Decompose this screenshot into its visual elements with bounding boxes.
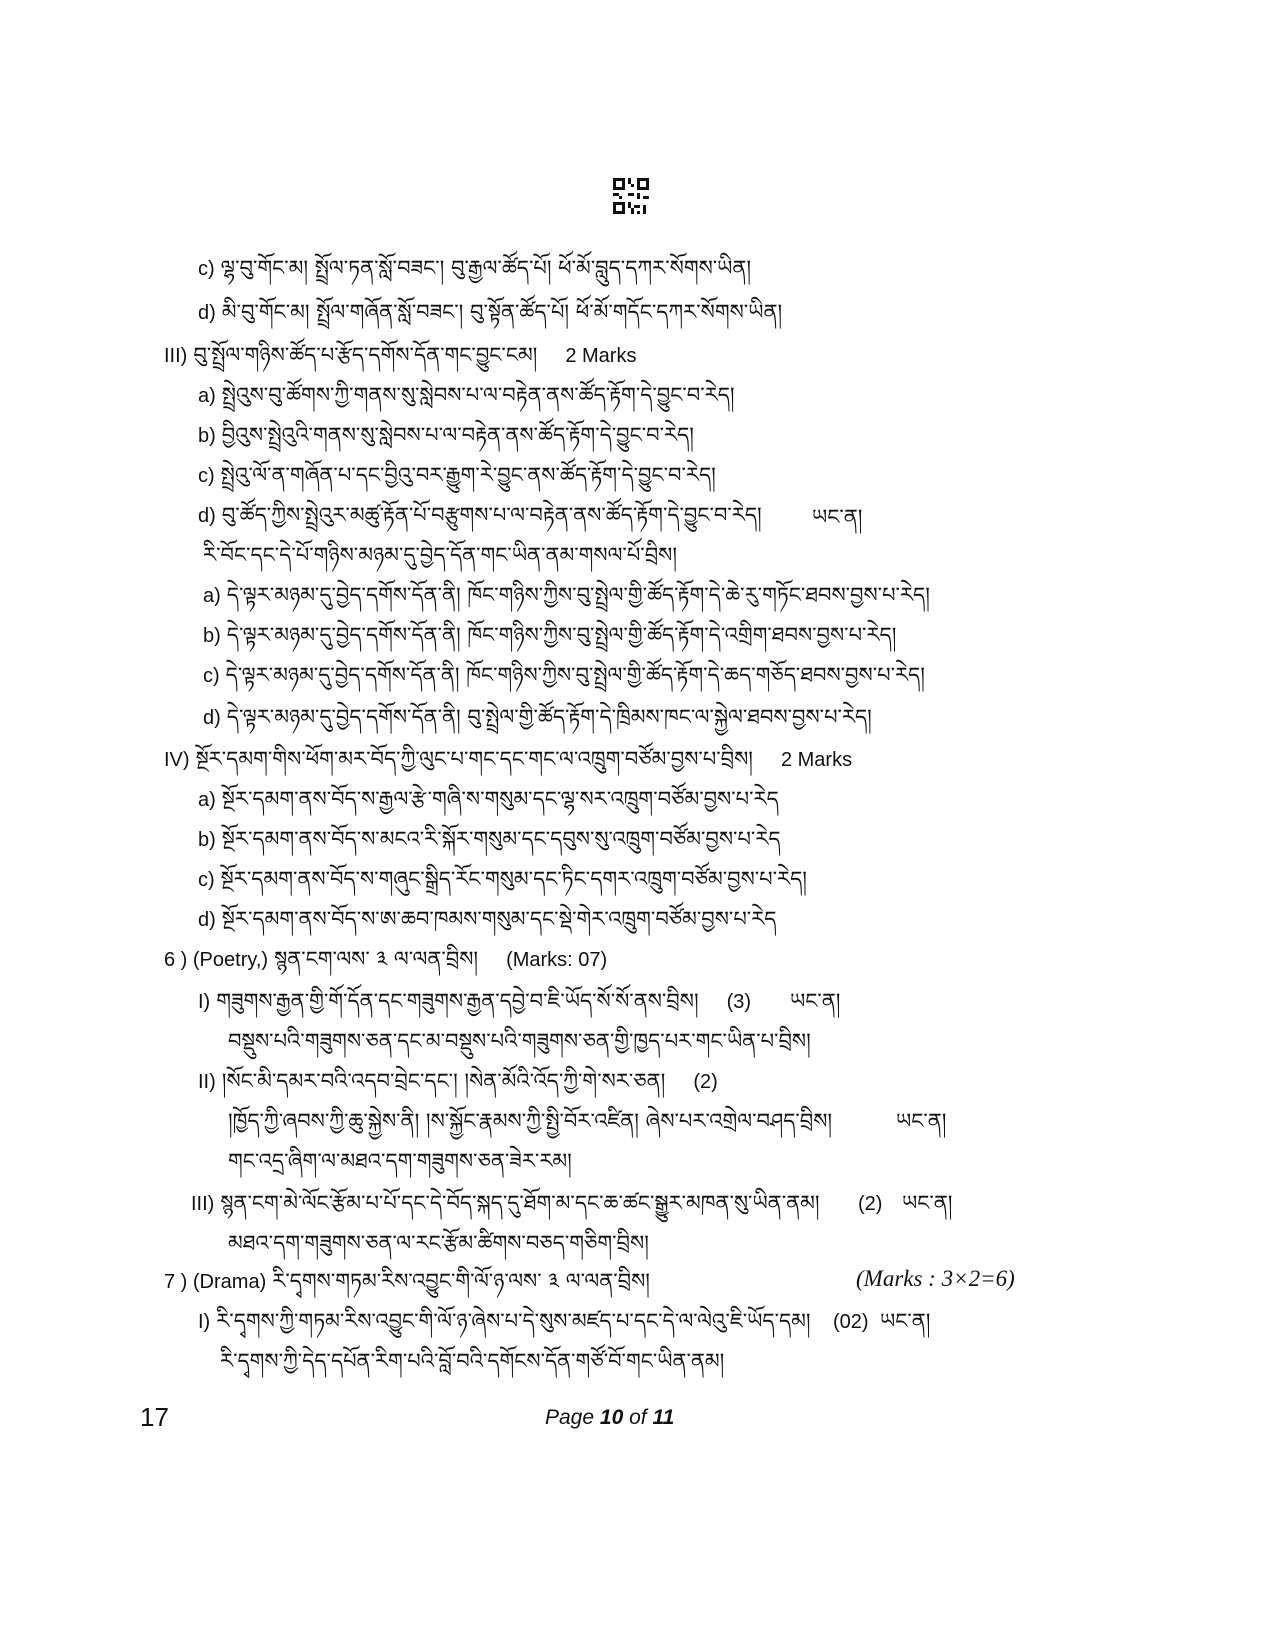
page-number: Page 10 of 11 [545,1406,675,1429]
marks-label: 2 Marks [565,345,637,367]
question-iii: III) བུ་སྤྲོལ་གཉིས་ཚོད་པ་རྩོད་དགོས་དོན་གང་བྱུང་ངམ། 2 Marks [164,343,637,367]
question-7-drama: 7 ) (Drama) རི་དྭགས་གཏམ་རིས་འབྱུང་གི་ལོ་ཉ་ལས་ ༣ ལ་ལན་བྲིས། [164,1269,650,1293]
question-ii: II) །སོང་མི་དམར་བའི་འདབ་བྲེང་དང་། །སེན་མོའི་འོད་ཀྱི་གེ་སར་ཅན། (2) [198,1069,718,1093]
marks-label: (02) [833,1311,869,1333]
answer-option-d: d) སྔོར་དམག་ནས་བོད་ས་ཨ་ཆབ་ཁམས་གསུམ་དང་སྡེ་གེར་འཁྲུག་བཙོམ་བྱས་པ་རེད [198,907,777,931]
paper-code: 17 [140,1402,169,1432]
marks-label: (3) [726,991,752,1013]
verse-line: །ཁྱོད་ཀྱི་ཞབས་ཀྱི་ཆུ་སྐྱེས་ནི། །ས་སྐྱོང་རྣམས་ཀྱི་སྤྱི་བོར་འཛིན། ཞེས་པར་འགྲེལ་བཤད་བྲིས། [228,1109,833,1133]
question-i: I) གཟུགས་རྒྱན་གྱི་གོ་དོན་དང་གཟུགས་རྒྱན་དབྱེ་བ་ཇི་ཡོད་སོ་སོ་ནས་བྲིས། (3) [198,989,752,1013]
question-alt: གང་འདྲ་ཞིག་ལ་མཐའ་དག་གཟུགས་ཅན་ཟེར་རམ། [228,1149,572,1173]
question-alt: རི་དྭགས་ཀྱི་དེད་དཔོན་རིག་པའི་བློ་བའི་དགོངས་དོན་གཙོ་བོ་གང་ཡིན་ནམ། [220,1349,725,1373]
question-6-poetry: 6 ) (Poetry,) སྙན་ངག་ལས་ ༣ ལ་ལན་བྲིས། (Marks: 07) [164,947,608,971]
answer-option-b: b) སྔོར་དམག་ནས་བོད་ས་མངའ་རི་སྐོར་གསུམ་དང་དབུས་སུ་འཁྲུག་བཙོམ་བྱས་པ་རེད [198,827,781,851]
question-iv: IV) སྔོར་དམག་གིས་ཕོག་མར་བོད་ཀྱི་ལུང་པ་གང་དང་གང་ལ་འཁྲུག་བཙོམ་བྱས་པ་བྲིས། 2 Marks [164,747,853,771]
marks-label: (Marks : 3×2=6) [856,1266,1015,1291]
or-label: ཡང་ན། [880,1309,931,1333]
qr-code-icon [613,178,649,214]
answer-option-d: d) དེ་ལྟར་མཉམ་དུ་བྱེད་དགོས་དོན་ནི། བུ་སྤྲེལ་གྱི་ཚོད་རྟོག་དེ་ཁྲིམས་ཁང་ལ་སྐྱེལ་ཐབས་བྱས་པ་རེད། [203,705,872,729]
or-label: ཡང་ན། [790,989,841,1013]
question-alt: བསྡུས་པའི་གཟུགས་ཅན་དང་མ་བསྡུས་པའི་གཟུགས་ཅན་གྱི་ཁྱད་པར་གང་ཡིན་པ་བྲིས། [228,1029,811,1053]
question-iii: III) སྙན་ངག་མེ་ལོང་རྩོམ་པ་པོ་དང་དེ་བོད་སྐད་དུ་ཐོག་མ་དང་ཆ་ཚང་སྒྱུར་མཁན་སུ་ཡིན་ནམ། [191,1191,820,1215]
answer-option-c: c) སྔོར་དམག་ནས་བོད་ས་གཞུང་སྒྲིད་རོང་གསུམ་དང་ཏིང་དགར་འཁྲུག་བཙོམ་བྱས་པ་རེད། [198,867,807,891]
marks-label: 2 Marks [780,749,853,771]
answer-option-d: d) མི་བུ་གོང་མ། སྤྲོལ་གཞོན་སློ་བཟང་། བུ་སྟོན་ཚོད་པོ། ཕོ་མོ་གདོང་དཀར་སོགས་ཡིན། [198,300,783,324]
or-label: ཡང་ན། [902,1191,953,1215]
answer-option-a: a) དེ་ལྟར་མཉམ་དུ་བྱེད་དགོས་དོན་ནི། ཁོང་གཉིས་ཀྱིས་བུ་སྤྲེལ་གྱི་ཚོད་རྟོག་དེ་ཆེ་རུ་གཏོང་ཐབས་བྱས་པ་རེད། [203,583,930,607]
answer-option-d: d) བུ་ཚོད་ཀྱིས་སྤྲེའུར་མཚུ་རྟོན་པོ་བརྩུགས་པ་ལ་བརྟེན་ནས་ཚོད་རྟོག་དེ་བྱུང་བ་རེད། [198,503,762,527]
answer-option-a: a) སྔོར་དམག་ནས་བོད་ས་རྒྱལ་རྩེ་གཞི་ས་གསུམ་དང་ལྷ་སར་འཁྲུག་བཙོམ་བྱས་པ་རེད [198,787,779,811]
question-i: I) རི་དྭགས་ཀྱི་གཏམ་རིས་འབྱུང་གི་ལོ་ཉ་ཞེས་པ་དེ་སུས་མཛད་པ་དང་དེ་ལ་ལེའུ་ཇི་ཡོད་དམ། [198,1309,811,1333]
marks-label: (Marks: 07) [506,949,608,971]
answer-option-b: b) དེ་ལྟར་མཉམ་དུ་བྱེད་དགོས་དོན་ནི། ཁོང་གཉིས་ཀྱིས་བུ་སྤྲེལ་གྱི་ཚོད་རྟོག་དེ་འགྲིག་ཐབས་བྱས་པ་རེད། [203,623,897,647]
answer-option-c: c) དེ་ལྟར་མཉམ་དུ་བྱེད་དགོས་དོན་ནི། ཁོང་གཉིས་ཀྱིས་བུ་སྤྲེལ་གྱི་ཚོད་རྟོག་དེ་ཆད་གཅོད་ཐབས་བྱས་པ་རེད། [203,663,925,687]
marks-label: (2) [693,1071,718,1093]
or-label: ཡང་ན། [812,505,863,529]
marks-label: (2) [858,1193,883,1215]
answer-option-c: c) སྤྲེའུ་ལོ་ན་གཞོན་པ་དང་བྱིའུ་བར་རྒྱུག་རེ་བྱུང་ནས་ཚོད་རྟོག་དེ་བྱུང་བ་རེད། [198,463,716,487]
question-alt: མཐའ་དག་གཟུགས་ཅན་ལ་རང་རྩོམ་ཚིགས་བཅད་གཅིག་བྲིས། [228,1231,649,1255]
answer-option-b: b) བྱིའུས་སྤྲེའུའི་གནས་སུ་སླེབས་པ་ལ་བརྟེན་ནས་ཚོད་རྟོག་དེ་བྱུང་བ་རེད། [198,423,694,447]
or-label: ཡང་ན། [896,1109,947,1133]
question-alt: རི་བོང་དང་དེ་པོ་གཉིས་མཉམ་དུ་བྱེད་དོན་གང་ཡིན་ནམ་གསལ་པོ་བྲིས། [203,543,677,567]
answer-option-a: a) སྤྲེའུས་བུ་ཚོགས་ཀྱི་གནས་སུ་སླེབས་པ་ལ་བརྟེན་ནས་ཚོད་རྟོག་དེ་བྱུང་བ་རེད། [198,383,735,407]
answer-option-c: c) ལྷ་བུ་གོང་མ། སྤྲོལ་ཏན་སློ་བཟང་། བུ་རྒྱལ་ཚོད་པོ། ཕོ་མོ་བླུད་དཀར་སོགས་ཡིན། [198,256,752,280]
